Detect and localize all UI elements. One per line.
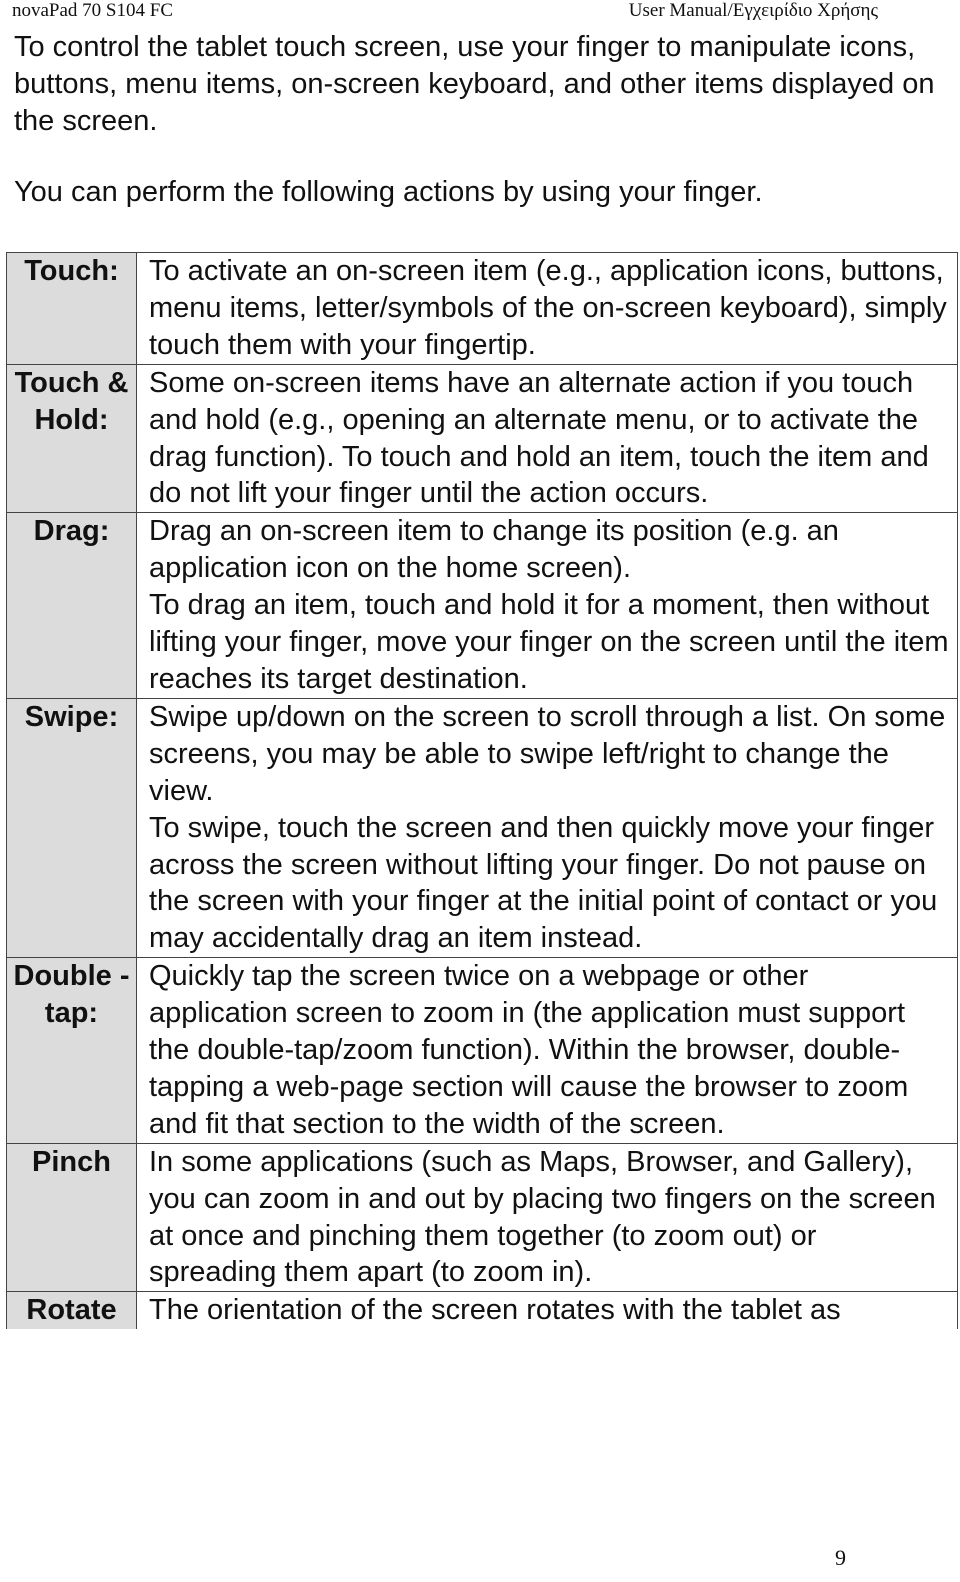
gesture-row-touch-hold [7,364,958,513]
gesture-row-double-tap [7,958,958,1144]
gesture-description [137,364,958,513]
gesture-description-text: Swipe up/down on the screen to scroll through a list. On some screens, you may be able to swipe left/right to change the view. [149,700,946,807]
gesture-description [137,253,958,365]
page-header [12,0,878,22]
gesture-row-pinch [7,1143,958,1292]
gesture-table [6,252,958,1329]
gesture-description [137,513,958,699]
gesture-term: Rotate [7,1292,137,1329]
gesture-row-rotate [7,1292,958,1329]
gesture-description [137,1292,958,1329]
gesture-description-text: The orientation of the screen rotates with the tablet as [149,1294,841,1327]
intro-lead-in: You can perform the following actions by using your finger. [14,176,763,208]
gesture-description-text: Drag an on-screen item to change its position (e.g. an application icon on the home screen). [149,515,839,585]
gesture-description [137,698,958,957]
gesture-description-text: In some applications (such as Maps, Browser, and Gallery), you can zoom in and out by placing two fingers on the screen at once and pinching them together (to zoom out) or spreading them apart (to zoom in). [149,1145,936,1289]
page-number: 9 [835,1545,846,1570]
gesture-description-text: To activate an on-screen item (e.g., application icons, buttons, menu items, letter/symbols of the on-screen keyboard), simply touch them with your fingertip. [149,255,947,361]
gesture-row-swipe [7,698,958,957]
gesture-row-drag [7,513,958,699]
gesture-description [137,1143,958,1292]
intro-paragraph: To control the tablet touch screen, use your finger to manipulate icons, buttons, menu items, on-screen keyboard, and other items displayed on the screen. [14,31,935,137]
gesture-description-text: To drag an item, touch and hold it for a moment, then without lifting your finger, move your finger on the screen until the item reaches its target destination. [149,589,949,695]
intro-section [14,29,944,211]
gesture-term: Touch & Hold: [7,364,137,513]
gesture-row-touch [7,253,958,365]
gesture-description-text: To swipe, touch the screen and then quickly move your finger across the screen without lifting your finger. Do not pause on the screen with your finger at the initial point of contact or you may accidentally drag an item instead. [149,811,938,955]
gesture-term: Drag: [7,513,137,699]
gesture-term: Swipe: [7,698,137,957]
gesture-term: Double -tap: [7,958,137,1144]
header-document-title: User Manual/Εγχειρίδιο Χρήσης [628,0,878,21]
gesture-description [137,958,958,1144]
gesture-term: Pinch [7,1143,137,1292]
gesture-description-text: Some on-screen items have an alternate action if you touch and hold (e.g., opening an alternate menu, or to activate the drag function). To touch and hold an item, touch the item and do not lift your finger until the action occurs. [149,366,929,510]
header-product-name: novaPad 70 S104 FC [12,0,173,21]
gesture-term: Touch: [7,253,137,365]
gesture-description-text: Quickly tap the screen twice on a webpage or other application screen to zoom in (the application must support the double-tap/zoom function). Within the browser, double-tapping a web-page section will cause the browser to zoom and fit that section to the width of the screen. [149,960,909,1140]
